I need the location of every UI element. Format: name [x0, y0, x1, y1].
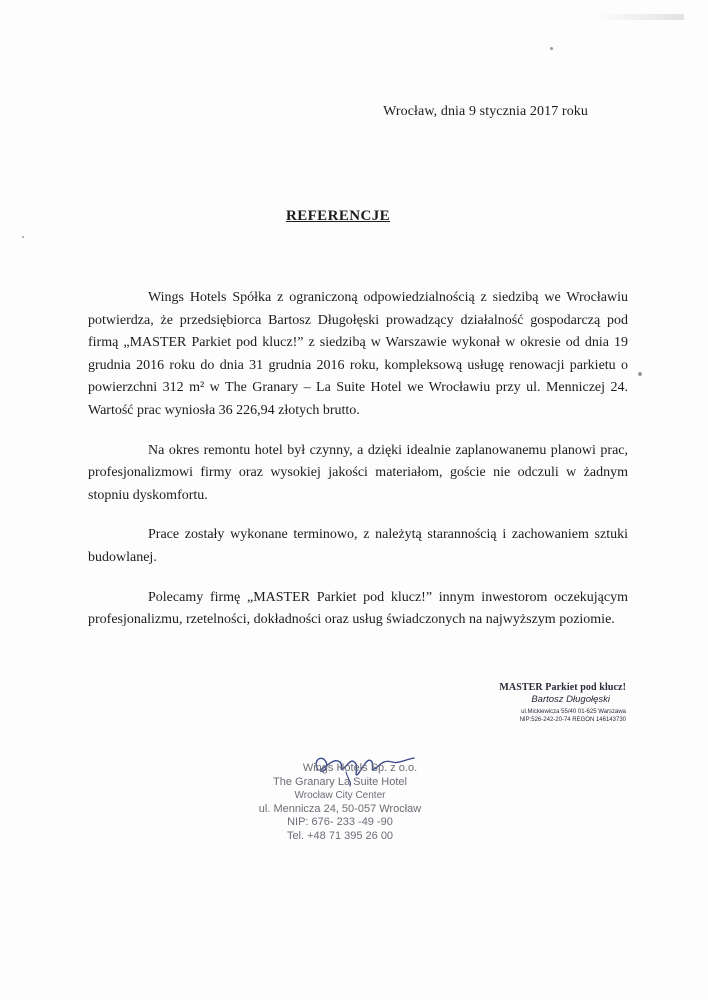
stamp-line-hotel: The Granary La Suite Hotel: [273, 775, 407, 788]
stamp-tax-ids: NIP:526-242-20-74 REGON 146143730: [519, 717, 626, 723]
document-title: REFERENCJE: [285, 208, 390, 224]
paragraph-recommendation: Polecamy firmę „MASTER Parkiet pod klucz!” innym inwestorom oczekującym profesjonalizmu, rzetelności, dokładności oraz usług świadczonych na najwyższym poziomie.: [88, 589, 628, 628]
paragraph-confirmation: Wings Hotels Spółka z ograniczoną odpowiedzialnością z siedzibą we Wrocławiu potwierdza, że przedsiębiorca Bartosz Długołęski prowadzący działalność gospodarczą pod firmą „MASTER Parkiet pod klucz!” z siedzibą w Warszawie wykonał w okresie od dnia 19 grudnia 2016 roku do dnia 31 grudnia 2016 roku, kompleksową usługę renowacji parkietu o powierzchni 312 m² w The Granary – La Suite Hotel we Wrocławiu przy ul. Menniczej 24. Wartość prac wyniosła 36 226,94 złotych brutto.: [88, 290, 628, 418]
stamp-line-center: Wrocław City Center: [294, 790, 386, 802]
hotel-stamp: [250, 762, 430, 844]
scan-speck: [22, 236, 24, 238]
stamp-company-name: MASTER Parkiet pod klucz!: [499, 682, 626, 693]
stamp-line-company: Wings Hotels Sp. z o.o.: [302, 762, 418, 774]
paragraph-renovation: Na okres remontu hotel był czynny, a dzięki idealnie zaplanowanemu planowi prac, profesjonalizmowi firmy oraz wysokiej jakości materiałom, goście nie odczuli w żadnym stopniu dyskomfortu.: [88, 442, 628, 503]
stamp-address: ul.Mickiewicza 55/40 01-625 Warszawa: [521, 709, 626, 715]
date-line: Wrocław, dnia 9 stycznia 2017 roku: [383, 104, 588, 119]
letter-body: [88, 287, 628, 649]
paragraph-quality: Prace zostały wykonane terminowo, z należytą starannością i zachowaniem sztuki budowlanej.: [88, 527, 628, 565]
stamp-line-nip: NIP: 676- 233 -49 -90: [287, 816, 393, 829]
scan-artifact: [594, 14, 684, 20]
scan-speck: [638, 372, 642, 376]
stamp-person-name: Bartosz Długołęski: [531, 694, 610, 705]
stamp-line-address: ul. Mennicza 24, 50-057 Wrocław: [258, 802, 422, 815]
contractor-stamp: [452, 682, 626, 724]
scan-speck: [550, 47, 553, 50]
stamp-line-phone: Tel. +48 71 395 26 00: [286, 829, 394, 842]
